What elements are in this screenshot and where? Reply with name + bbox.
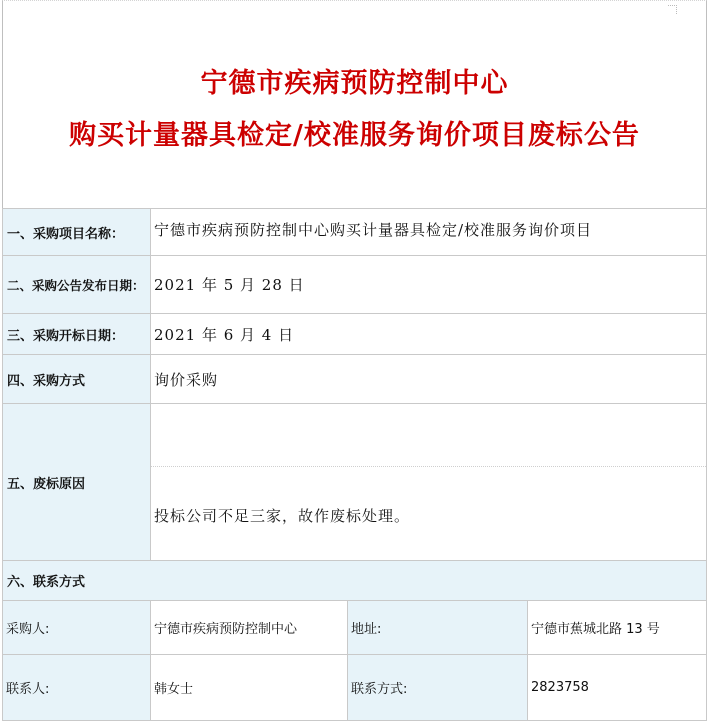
publish-date-value: 2021 年 5 月 28 日 [150,255,707,314]
title-line-1: 宁德市疾病预防控制中心 [200,68,509,99]
purchaser-value: 宁德市疾病预防控制中心 [150,600,348,655]
contact-person-value: 韩女士 [150,654,348,721]
title-area [2,0,707,208]
bid-date-value: 2021 年 6 月 4 日 [150,313,707,355]
reason-value: 投标公司不足三家，故作废标处理。 [150,403,707,561]
bid-date-label: 三、采购开标日期： [2,313,151,355]
reason-label: 五、废标原因 [2,403,151,561]
contact-header: 六、联系方式 [2,560,707,601]
title-line-2: 购买计量器具检定/校准服务询价项目废标公告 [69,120,640,151]
corner-mark [668,5,677,14]
contact-person-label: 联系人: [2,654,151,721]
phone-value: 2823758 [527,654,707,721]
method-value: 询价采购 [150,354,707,404]
reason-divider [151,466,706,467]
project-name-label: 一、采购项目名称： [2,208,151,256]
purchaser-label: 采购人: [2,600,151,655]
project-name-value: 宁德市疾病预防控制中心购买计量器具检定/校准服务询价项目 [150,208,707,256]
method-label: 四、采购方式 [2,354,151,404]
address-value: 宁德市蕉城北路 13 号 [527,600,707,655]
phone-label: 联系方式: [347,654,528,721]
publish-date-label: 二、采购公告发布日期： [2,255,151,314]
address-label: 地址: [347,600,528,655]
